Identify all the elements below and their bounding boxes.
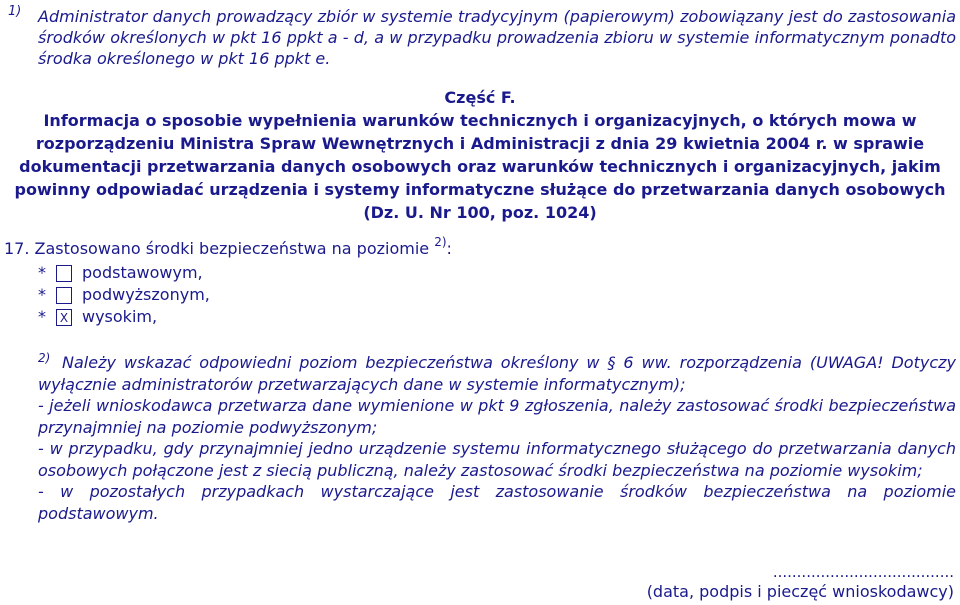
part-description: Informacja o sposobie wypełnienia warunków technicznych i organizacyjnych, o których mowa w rozporządzeniu Ministra Spraw Wewnętrznych i Administracji z dnia 29 kwietnia 2004 r. w sprawie dokumentacji przetwarzania danych osobowych oraz warunków technicznych i organizacyjnych, jakim powinny odpowiadać urządzenia i systemy informatyczne służące do przetwarzania danych osobowych (Dz. U. Nr 100, poz. 1024): [14, 111, 946, 222]
option-label-podstawowy: podstawowym,: [82, 263, 203, 282]
option-label-podwyzszony: podwyższonym,: [82, 285, 210, 304]
option-star: *: [38, 263, 46, 282]
checkbox-podwyzszony[interactable]: [56, 287, 72, 304]
checkbox-podstawowy[interactable]: [56, 265, 72, 282]
signature-caption: (data, podpis i pieczęć wnioskodawcy): [646, 582, 954, 601]
question-17-superscript: 2): [434, 235, 447, 249]
footnote-1: [8, 4, 956, 69]
footnote-1-marker: 1): [8, 4, 22, 19]
part-f-section: [0, 86, 960, 224]
checkbox-wysoki[interactable]: X: [56, 309, 72, 326]
signature-line: ......................................: [772, 563, 954, 581]
option-wysoki: [38, 307, 157, 327]
footnote-2-paragraph: Należy wskazać odpowiedni poziom bezpieczeństwa określony w § 6 ww. rozporządzenia (UWAGA! Dotyczy wyłącznie administratorów przetwarzających dane w systemie informatycznym);: [38, 353, 956, 394]
footnote-2: [38, 352, 956, 524]
option-label-wysoki: wysokim,: [82, 307, 158, 326]
footnote-1-text: Administrator danych prowadzący zbiór w systemie tradycyjnym (papierowym) zobowiązany jest do zastosowania środków określonych w pkt 16 ppkt a - d, a w przypadku prowadzenia zbioru w systemie informatycznym ponadto środka określonego w pkt 16 ppkt e.: [38, 7, 956, 68]
footnote-2-marker: 2): [38, 351, 51, 365]
question-17: [4, 235, 452, 261]
question-17-text: 17. Zastosowano środki bezpieczeństwa na poziomie: [4, 239, 430, 258]
question-17-suffix: :: [446, 239, 452, 258]
footnote-2-paragraph: - w przypadku, gdy przynajmniej jedno urządzenie systemu informatycznego służącego do przetwarzania danych osobowych połączone jest z siecią publiczną, należy zastosować środki bezpieczeństwa na poziomie wysokim;: [38, 439, 956, 480]
option-podstawowy: [38, 263, 203, 283]
option-podwyzszony: [38, 285, 210, 305]
footnote-2-paragraph: - jeżeli wnioskodawca przetwarza dane wymienione w pkt 9 zgłoszenia, należy zastosować środki bezpieczeństwa przynajmniej na poziomie podwyższonym;: [38, 396, 956, 437]
option-star: *: [38, 307, 46, 326]
option-star: *: [38, 285, 46, 304]
part-title: Część F.: [444, 88, 516, 107]
footnote-2-paragraph: - w pozostałych przypadkach wystarczające jest zastosowanie środków bezpieczeństwa na poziomie podstawowym.: [38, 482, 956, 523]
